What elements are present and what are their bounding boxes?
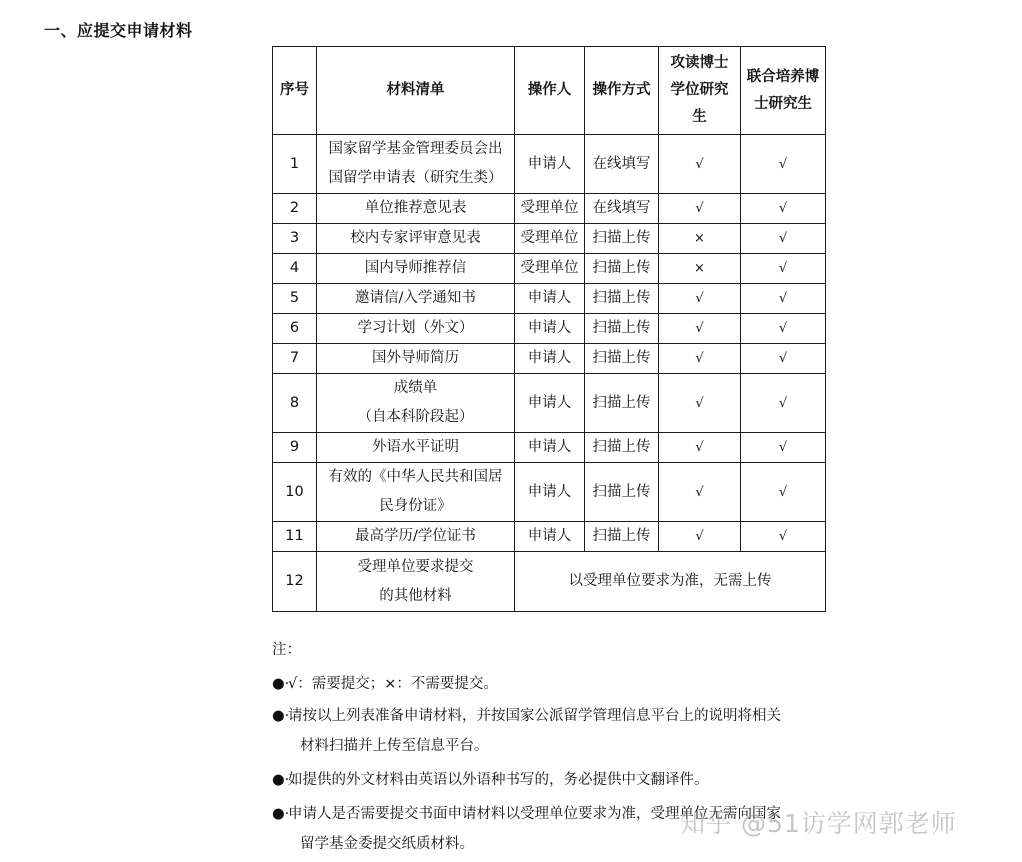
header-seq: 序号 — [273, 47, 317, 135]
table-row — [273, 374, 826, 433]
cell-phd: √ — [659, 135, 741, 194]
header-operator: 操作人 — [515, 47, 585, 135]
cell-operator: 申请人 — [515, 433, 585, 463]
cell-material-line1: 国家留学基金管理委员会出 — [328, 141, 503, 157]
table-row — [273, 463, 826, 522]
cell-joint: √ — [741, 374, 826, 433]
cell-material-line2: 的其他材料 — [379, 587, 452, 604]
cell-joint: √ — [741, 194, 826, 224]
cell-operator: 申请人 — [515, 463, 585, 522]
note-text: 申请人是否需要提交书面申请材料以受理单位要求为准，受理单位无需向国家 — [288, 806, 781, 822]
table-row — [273, 522, 826, 552]
cell-material-line2: 民身份证》 — [379, 498, 452, 514]
cell-material — [317, 552, 515, 612]
cell-joint: √ — [741, 314, 826, 344]
cell-joint: √ — [741, 284, 826, 314]
cell-method: 扫描上传 — [585, 344, 659, 374]
cell-seq: 12 — [273, 552, 317, 612]
cell-joint: √ — [741, 224, 826, 254]
header-material: 材料清单 — [317, 47, 515, 135]
cell-method: 扫描上传 — [585, 314, 659, 344]
table-row — [273, 552, 826, 612]
header-joint-line1: 联合培养博 — [746, 68, 820, 85]
cell-material: 学习计划（外文） — [317, 314, 515, 344]
cell-material: 单位推荐意见表 — [317, 194, 515, 224]
cell-operator: 受理单位 — [515, 194, 585, 224]
cell-method: 扫描上传 — [585, 374, 659, 433]
table-row — [273, 344, 826, 374]
cell-material: 国外导师简历 — [317, 344, 515, 374]
cell-seq: 1 — [273, 135, 317, 194]
cell-phd: √ — [659, 433, 741, 463]
cell-joint: √ — [741, 463, 826, 522]
cell-seq: 6 — [273, 314, 317, 344]
cell-merged-note: 以受理单位要求为准，无需上传 — [515, 552, 826, 612]
cell-method: 扫描上传 — [585, 433, 659, 463]
cell-phd: √ — [659, 463, 741, 522]
header-phd-line3: 生 — [692, 109, 707, 125]
cell-method: 扫描上传 — [585, 463, 659, 522]
header-phd — [659, 47, 741, 135]
table-row — [273, 194, 826, 224]
note-item — [272, 706, 781, 756]
cell-operator: 申请人 — [515, 314, 585, 344]
header-joint — [741, 47, 826, 135]
cell-seq: 11 — [273, 522, 317, 552]
table-row — [273, 254, 826, 284]
cell-seq: 10 — [273, 463, 317, 522]
bullet-icon: ●· — [272, 772, 290, 788]
table-row — [273, 314, 826, 344]
header-joint-line2: 士研究生 — [754, 95, 812, 112]
cell-phd: √ — [659, 314, 741, 344]
note-text: √：需要提交；×：不需要提交。 — [288, 676, 498, 692]
cell-material-line2: 国留学申请表（研究生类） — [328, 170, 503, 186]
cell-phd: √ — [659, 522, 741, 552]
cell-joint: √ — [741, 254, 826, 284]
cell-material-line1: 有效的《中华人民共和国居 — [328, 469, 503, 485]
cell-material — [317, 135, 515, 194]
cell-material-line1: 受理单位要求提交 — [357, 558, 474, 575]
cell-operator: 受理单位 — [515, 224, 585, 254]
cell-material: 最高学历/学位证书 — [317, 522, 515, 552]
cell-seq: 7 — [273, 344, 317, 374]
header-method: 操作方式 — [585, 47, 659, 135]
cell-joint: √ — [741, 522, 826, 552]
cell-material-line1: 成绩单 — [393, 380, 438, 396]
cell-phd: × — [659, 254, 741, 284]
cell-operator: 受理单位 — [515, 254, 585, 284]
note-item — [272, 770, 709, 790]
section-heading: 一、应提交申请材料 — [44, 21, 193, 40]
note-text: 请按以上列表准备申请材料，并按国家公派留学管理信息平台上的说明将相关 — [288, 708, 781, 724]
cell-phd: √ — [659, 344, 741, 374]
cell-material: 校内专家评审意见表 — [317, 224, 515, 254]
cell-material: 外语水平证明 — [317, 433, 515, 463]
table-row — [273, 433, 826, 463]
table-header-row — [273, 47, 826, 135]
cell-seq: 4 — [273, 254, 317, 284]
cell-phd: √ — [659, 374, 741, 433]
watermark: 知乎 @51访学网郭老师 — [680, 809, 957, 838]
cell-method: 在线填写 — [585, 194, 659, 224]
table-row — [273, 224, 826, 254]
cell-method: 扫描上传 — [585, 522, 659, 552]
cell-operator: 申请人 — [515, 374, 585, 433]
cell-method: 扫描上传 — [585, 254, 659, 284]
notes-title: 注： — [272, 642, 301, 658]
header-phd-line1: 攻读博士 — [670, 55, 729, 71]
bullet-icon: ●· — [272, 676, 290, 692]
note-text: 如提供的外文材料由英语以外语种书写的，务必提供中文翻译件。 — [288, 772, 709, 788]
note-text-cont: 留学基金委提交纸质材料。 — [300, 836, 474, 852]
note-item — [272, 674, 498, 694]
cell-joint: √ — [741, 344, 826, 374]
cell-material-line2: （自本科阶段起） — [357, 409, 474, 425]
cell-seq: 2 — [273, 194, 317, 224]
cell-material: 国内导师推荐信 — [317, 254, 515, 284]
cell-operator: 申请人 — [515, 522, 585, 552]
header-phd-line2: 学位研究 — [670, 82, 729, 98]
materials-table — [272, 46, 826, 612]
cell-phd: √ — [659, 194, 741, 224]
bullet-icon: ●· — [272, 708, 290, 724]
cell-seq: 9 — [273, 433, 317, 463]
cell-operator: 申请人 — [515, 135, 585, 194]
cell-joint: √ — [741, 433, 826, 463]
cell-material: 邀请信/入学通知书 — [317, 284, 515, 314]
cell-method: 扫描上传 — [585, 284, 659, 314]
bullet-icon: ●· — [272, 806, 290, 822]
table-row — [273, 135, 826, 194]
cell-material — [317, 463, 515, 522]
note-text-cont: 材料扫描并上传至信息平台。 — [300, 738, 489, 754]
cell-phd: × — [659, 224, 741, 254]
table-row — [273, 284, 826, 314]
cell-seq: 3 — [273, 224, 317, 254]
cell-joint: √ — [741, 135, 826, 194]
cell-operator: 申请人 — [515, 284, 585, 314]
cell-operator: 申请人 — [515, 344, 585, 374]
cell-phd: √ — [659, 284, 741, 314]
cell-method: 扫描上传 — [585, 224, 659, 254]
cell-seq: 5 — [273, 284, 317, 314]
cell-material — [317, 374, 515, 433]
cell-method: 在线填写 — [585, 135, 659, 194]
cell-seq: 8 — [273, 374, 317, 433]
